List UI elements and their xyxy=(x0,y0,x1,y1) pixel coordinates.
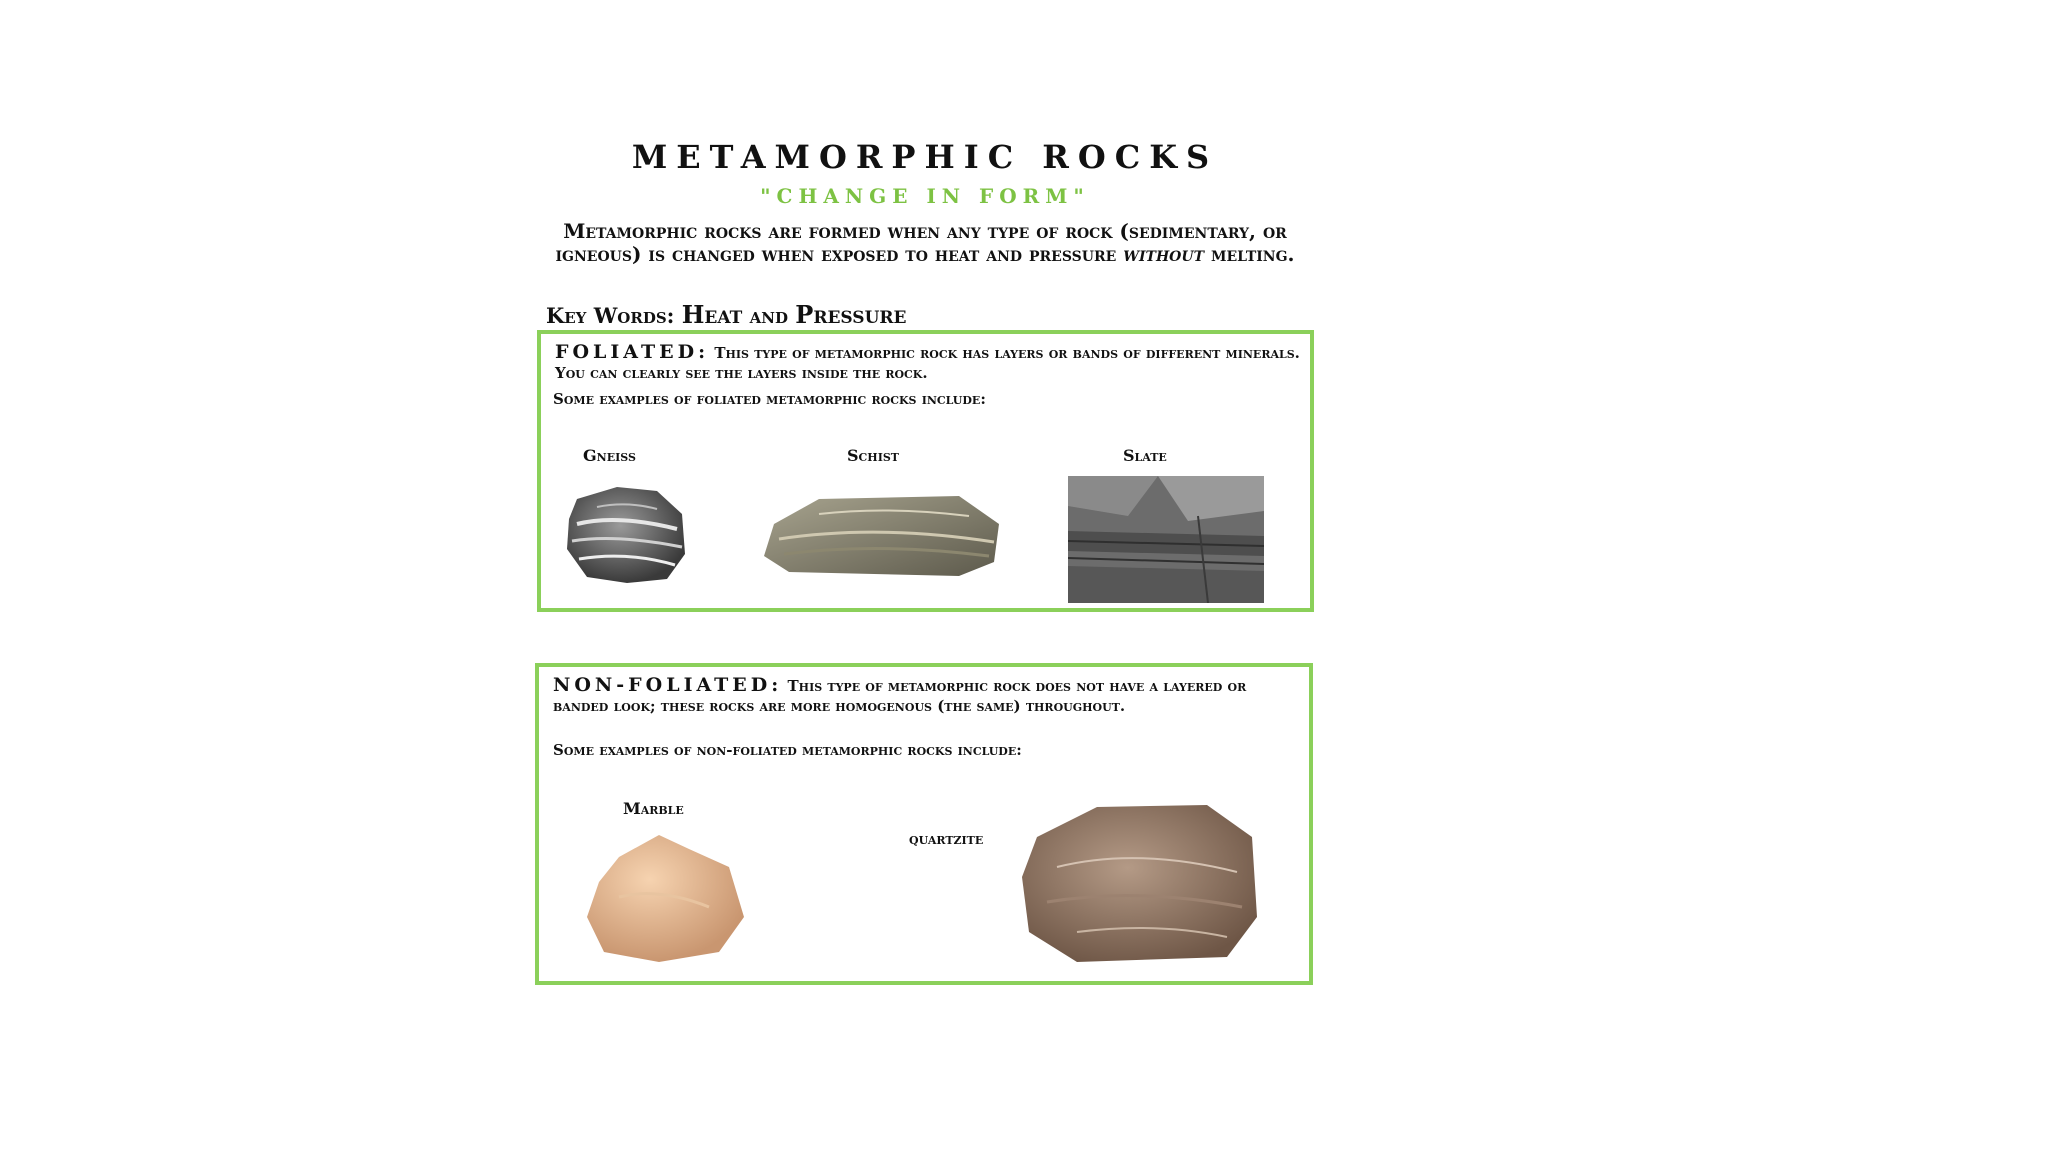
rock-label-gneiss: Gneiss xyxy=(583,446,636,465)
key-word-heat: Heat xyxy=(681,300,743,329)
intro-text-end: melting. xyxy=(1204,242,1295,266)
nonfoliated-heading: NON-FOLIATED: xyxy=(553,674,783,696)
rock-label-marble: Marble xyxy=(623,799,684,818)
key-words-label: Key Words: xyxy=(546,303,675,328)
key-word-pressure: Pressure xyxy=(795,300,907,329)
key-word-connector: and xyxy=(749,303,788,328)
page-title: METAMORPHIC ROCKS xyxy=(631,138,1219,176)
rock-label-slate: Slate xyxy=(1123,446,1167,465)
nonfoliated-description-block xyxy=(553,675,1303,716)
nonfoliated-section xyxy=(535,663,1313,985)
nonfoliated-examples-intro: Some examples of non-foliated metamorphic rocks include: xyxy=(553,741,1022,759)
subtitle: "CHANGE IN FORM" xyxy=(760,184,1090,208)
rock-label-schist: Schist xyxy=(847,446,899,465)
quartzite-rock-image xyxy=(1017,797,1267,967)
foliated-description-block xyxy=(555,342,1305,383)
intro-emphasis: without xyxy=(1123,242,1204,266)
gneiss-rock-image xyxy=(557,479,697,589)
foliated-description: This type of metamorphic rock has layers or bands of different minerals. You can clearly see the layers inside the rock. xyxy=(555,344,1300,382)
intro-paragraph xyxy=(530,220,1320,266)
intro-text: Metamorphic rocks are formed when any type of rock (sedimentary, or igneous) is changed when exposed to heat and pressure xyxy=(555,219,1287,266)
slate-rock-image xyxy=(1068,476,1264,603)
foliated-heading: FOLIATED: xyxy=(555,341,710,363)
foliated-section xyxy=(537,330,1314,612)
schist-rock-image xyxy=(759,484,1009,584)
nonfoliated-description: This type of metamorphic rock does not have a layered or banded look; these rocks are more homogenous (the same) throughout. xyxy=(553,677,1247,715)
foliated-examples-intro: Some examples of foliated metamorphic rocks include: xyxy=(553,390,986,408)
marble-rock-image xyxy=(579,827,754,967)
key-words xyxy=(546,300,907,329)
rock-label-quartzite: quartzite xyxy=(909,829,984,848)
